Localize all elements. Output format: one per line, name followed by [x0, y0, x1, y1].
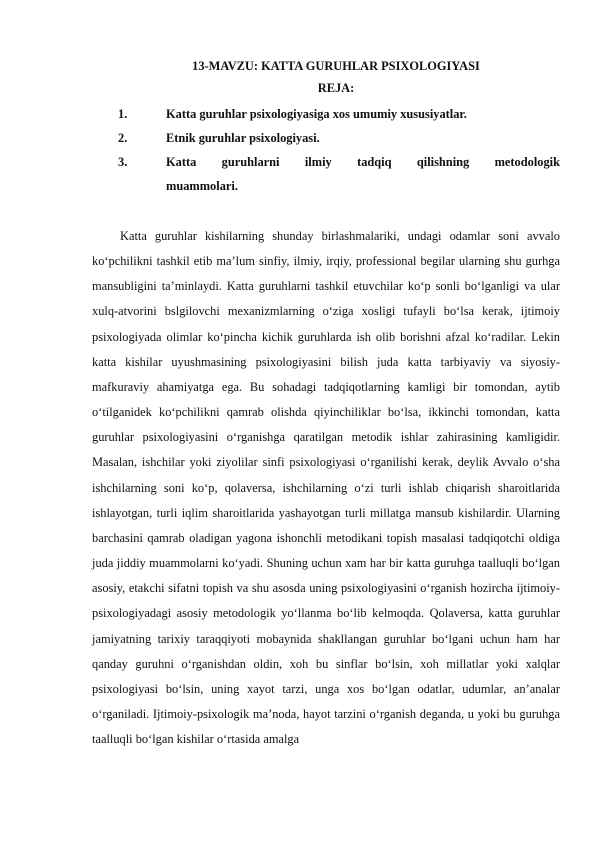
plan-item-number: 3. — [118, 155, 128, 169]
plan-item-number: 1. — [118, 107, 128, 121]
plan-item-text: Katta guruhlar psixologiyasiga xos umumiy xususiyatlar. — [166, 107, 467, 121]
plan-item-text — [166, 150, 560, 198]
plan-item-number: 2. — [118, 131, 128, 145]
plan-item-text: Etnik guruhlar psixologiyasi. — [166, 131, 320, 145]
body-paragraph: Katta guruhlar kishilarning shunday birlashmalariki, undagi odamlar soni avvalo ko‘pchilikni tashkil etib ma’lum sinfiy, ilmiy, irqiy, professional begilar ularning shu gurhga mansubligini ta’minlaydi. Katta guruhlarni tashkil etuvchilar ko‘p sonli bo‘lganligi va ular xulq-atvorini bslgilovchi mexanizmlarning o‘ziga xosligi tufayli bo‘lsa kerak, ijtimoiy psixologiyada olimlar ko‘pincha kichik guruhlarda ish olib borishni afzal ko‘radilar. Lekin katta kishilar uyushmasining psixologiyasini bilish juda katta tarbiyaviy va siyosiy-mafkuraviy ahamiyatga ega. Bu sohadagi tadqiqotlarning kamligi bir tomondan, aytib o‘tilganidek ko‘pchilikni qamrab olishda qiyinchiliklar bo‘lsa, ikkinchi tomondan, katta guruhlar psixologiyasini o‘rganishga qaratilgan metodik ishlar zahirasining kamligidir. Masalan, ishchilar yoki ziyolilar sinfi psixologiyasi o‘rganilishi kerak, deylik Avvalo o‘sha ishchilarning soni ko‘p, qolaversa, ishchilarning o‘zi turli ishlab chiqarish sharoitlarida ishlayotgan, turli iqlim sharoitlarida yashayotgan turli millatga mansub kishilardir. Ularning barchasini qamrab oladigan yagona ishonchli metodikani topish masalasi tadqiqotchi oldiga juda jiddiy muammolarni ko‘yadi. Shuning uchun xam har bir katta guruhga taalluqli bo‘lgan asosiy, etakchi sifatni topish va shu asosda uning psixologiyasini o‘rganish hozircha ijtimoiy-psixologiyadagi asosiy metodologik yo‘llanma bo‘lib kelmoqda. Qolaversa, katta guruhlar jamiyatning tarixiy taraqqiyoti mobaynida shakllangan guruhlar bo‘lgani uchun ham har qanday guruhni o‘rganishdan oldin, xoh bu sinflar bo‘lsin, xoh millatlar yoki xalqlar psixologiyasi bo‘lsin, uning xayot tarzi, unga xos bo‘lgan odatlar, udumlar, an’analar o‘rganiladi. Ijtimoiy-psixologik ma’noda, hayot tarzini o‘rganish deganda, u yoki bu guruhga taalluqli bo‘lgan kishilar o‘rtasida amalga — [92, 229, 560, 747]
plan-heading: REJA: — [317, 81, 355, 95]
plan-item-text-line-2: muammolari. — [166, 179, 238, 193]
page-title: 13-MAVZU: KATTA GURUHLAR PSIXOLOGIYASI — [192, 59, 480, 73]
plan-item — [118, 102, 560, 126]
plan-item — [118, 150, 560, 198]
plan-list — [118, 102, 560, 198]
plan-item — [118, 126, 560, 150]
plan-item-text-line-1: Katta guruhlarni ilmiy tadqiq qilishning metodologik — [166, 155, 560, 169]
